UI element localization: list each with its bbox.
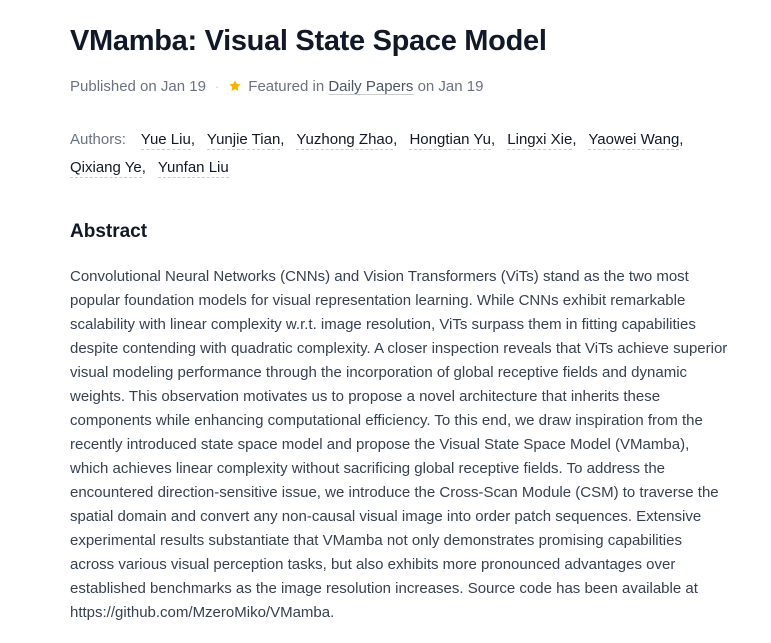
featured-suffix: on Jan 19 [417,78,484,95]
author-link[interactable]: Lingxi Xie [507,131,573,148]
authors-label: Authors: [70,131,126,148]
abstract-heading: Abstract [70,221,148,242]
author-link[interactable]: Yaowei Wang [588,131,680,148]
authors-list: Authors: Yue Liu, Yunjie Tian, Yuzhong Zhao, Hongtian Yu, Lingxi Xie, Yaowei Wang, Qixiang Ye, Yunfan Liu [70,131,684,176]
author-link[interactable]: Hongtian Yu [409,131,491,148]
abstract-text: Convolutional Neural Networks (CNNs) and Vision Transformers (ViTs) stand as the two most popular foundation models for visual representation learning. While CNNs exhibit remarkable scalability with linear complexity w.r.t. image resolution, ViTs surpass them in fitting capabilities despite contending with quadratic complexity. A closer inspection reveals that ViTs achieve superior visual modeling performance through the incorporation of global receptive fields and dynamic weights. This observation motivates us to propose a novel architecture that inherits these components while enhancing computational efficiency. To this end, we draw inspiration from the recently introduced state space model and propose the Visual State Space Model (VMamba), which achieves linear complexity without sacrificing global receptive fields. To address the encountered direction-sensitive issue, we introduce the Cross-Scan Module (CSM) to traverse the spatial domain and convert any non-causal visual image into order patch sequences. Extensive experimental results substantiate that VMamba not only demonstrates promising capabilities across various visual perception tasks, but also exhibits more pronounced advantages over established benchmarks as the image resolution increases. Source code has been available at https://github.com/MzeroMiko/VMamba. [70,268,728,621]
featured-prefix: Featured in [248,78,325,95]
paper-title: VMamba: Visual State Space Model [70,25,547,57]
paper-meta [70,76,731,98]
meta-separator: · [214,79,220,94]
author-link[interactable]: Qixiang Ye [70,159,142,176]
published-date: Published on Jan 19 [70,78,206,95]
author-link[interactable]: Yunjie Tian [206,131,281,148]
author-link[interactable]: Yue Liu [140,131,191,148]
star-icon [228,79,242,93]
author-link[interactable]: Yunfan Liu [157,159,229,176]
daily-papers-link[interactable]: Daily Papers [328,78,414,95]
author-link[interactable]: Yuzhong Zhao [296,131,394,148]
